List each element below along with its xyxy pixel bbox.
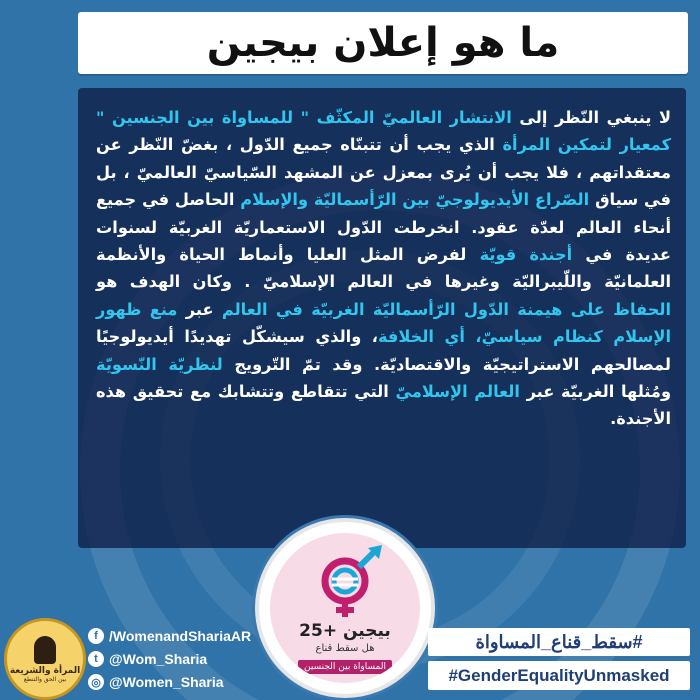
hashtag-english[interactable]: #GenderEqualityUnmasked: [428, 661, 690, 690]
brand-logo: [4, 618, 86, 700]
logo-line3: المساواة بين الجنسين: [298, 660, 392, 674]
instagram-icon: ◎: [88, 674, 104, 690]
title-bar: [78, 12, 688, 74]
highlighted-text: العالم الإسلاميّ: [395, 382, 520, 402]
facebook-handle: /WomenandShariaAR: [109, 628, 252, 644]
instagram-handle: @Women_Sharia: [109, 674, 224, 690]
twitter-icon: t: [88, 651, 104, 667]
body-text-segment: لفرض المثل العليا وأنماط الحياة والأنظمة العلمانيّة واللّيبراليّة وغيرها في العالم الإسلاميّ . وكان الهدف هو: [96, 245, 671, 292]
logo-text: [270, 621, 420, 674]
logo-inner: [270, 533, 420, 683]
social-instagram[interactable]: [88, 674, 224, 690]
social-twitter[interactable]: [88, 651, 207, 667]
social-facebook[interactable]: [88, 628, 251, 644]
facebook-icon: f: [88, 628, 104, 644]
body-text-segment: ومُثلها الغربيّة عبر: [519, 382, 672, 402]
brand-subtitle: بين الحق والتنطع: [23, 675, 67, 683]
hashtag-arabic[interactable]: #سقط_قناع_المساواة: [428, 628, 690, 656]
highlighted-text: لنظريّة النّسويّة: [96, 354, 223, 374]
body-text-segment: ، والذي سيشكّل تهديدًا أيديولوجيًا لمصالحهم الاستراتيجيّة والاقتصاديّة. وقد تمّ التّرويج: [96, 327, 671, 374]
body-text: [96, 104, 671, 433]
logo-line1: بيجين +25: [299, 621, 391, 641]
logo-line2: هل سقط قناع: [315, 643, 375, 654]
brand-name: المرأة والشريعة: [9, 665, 81, 676]
woman-silhouette-icon: [34, 636, 56, 664]
highlighted-text: أجندة قويّة: [479, 245, 573, 265]
highlighted-text: منع ظهور الإسلام كنظام سياسيّ، أي الخلافة: [96, 299, 671, 347]
body-text-segment: الحاصل في جميع أنحاء العالم لعدّة عقود. انخرطت الدّول الاستعماريّة الغربيّة لسنوات عديدة في: [96, 190, 671, 265]
highlighted-text: الحفاظ على هيمنة الدّول الرّأسماليّة الغربيّة في العالم: [221, 299, 671, 319]
highlighted-text: الصّراع الأيديولوجيّ بين الرّأسماليّة والإسلام: [240, 190, 590, 210]
body-text-segment: التي تتقاطع وتتشابك مع تحقيق هذه الأجندة.: [96, 382, 671, 429]
page-title: ما هو إعلان بيجين: [206, 20, 560, 66]
body-text-segment: لا ينبغي النّظر إلى: [511, 108, 671, 127]
body-text-segment: الذي يجب أن تتبنّاه جميع الدّول ، بغضّ النّظر عن معتقداتهم ، فلا يجب أن يُرى بمعزل عن المشهد السّياسيّ العالميّ ، بل في سياق: [96, 135, 672, 210]
gender-symbol-icon: [292, 545, 398, 619]
twitter-handle: @Wom_Sharia: [109, 651, 208, 667]
body-text-segment: عبر: [177, 299, 222, 319]
highlighted-text: الانتشار العالميّ المكثّف " للمساواة بين الجنسين " كمعيار لتمكين المرأة: [96, 108, 671, 155]
beijing-25-logo: [255, 518, 435, 698]
